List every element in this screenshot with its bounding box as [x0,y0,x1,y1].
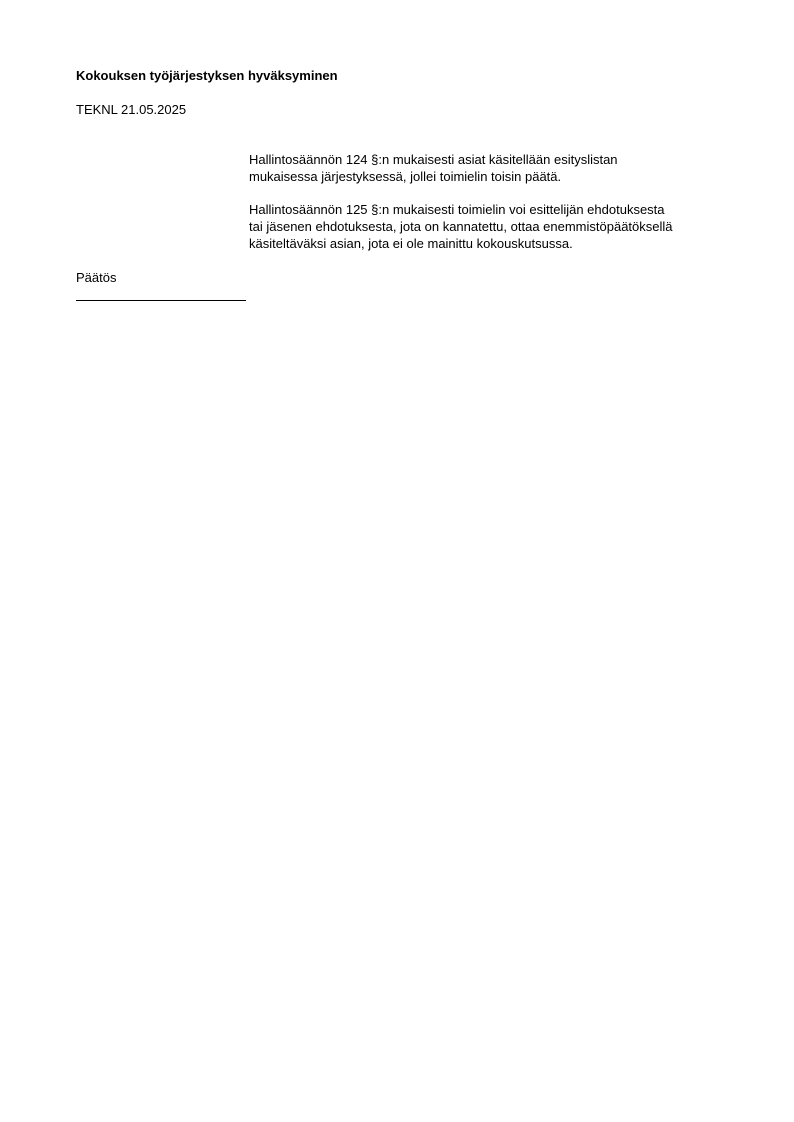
paragraph-line: käsiteltäväksi asian, jota ei ole mainittu kokouskutsussa. [249,236,573,251]
paragraph-line: Hallintosäännön 124 §:n mukaisesti asiat käsitellään esityslistan [249,152,618,167]
paragraph-line: tai jäsenen ehdotuksesta, jota on kannatettu, ottaa enemmistöpäätöksellä [249,219,673,234]
document-body [249,151,739,268]
paragraph-rule-124 [249,151,739,185]
decision-underline [76,300,246,301]
decision-label: Päätös [76,270,117,285]
paragraph-line: mukaisessa järjestyksessä, jollei toimielin toisin päätä. [249,169,562,184]
document-title: Kokouksen työjärjestyksen hyväksyminen [76,68,338,83]
meeting-reference: TEKNL 21.05.2025 [76,102,187,117]
paragraph-rule-125 [249,201,739,252]
paragraph-line: Hallintosäännön 125 §:n mukaisesti toimielin voi esittelijän ehdotuksesta [249,202,665,217]
